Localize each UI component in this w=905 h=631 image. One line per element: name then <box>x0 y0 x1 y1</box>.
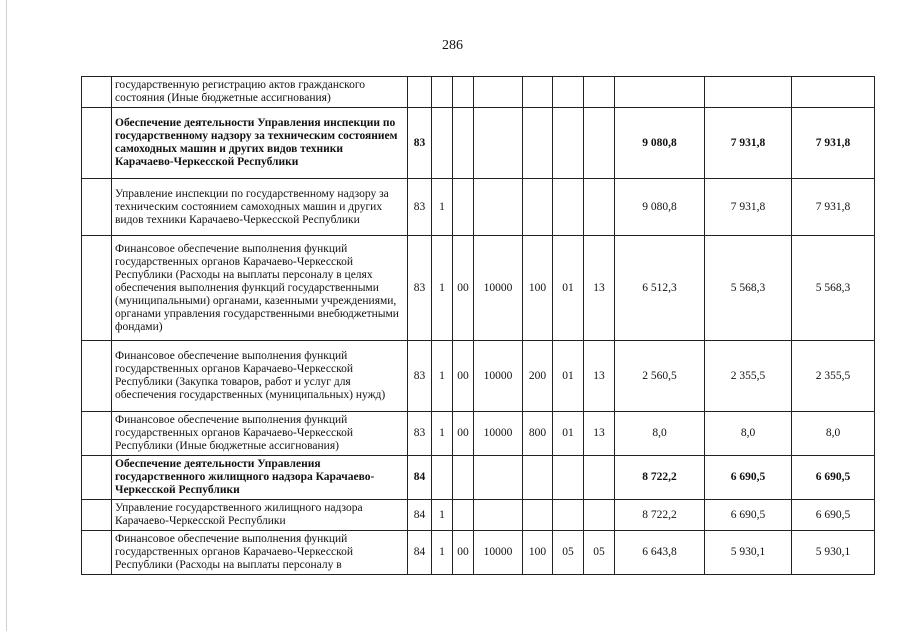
code-cell: 13 <box>584 236 615 341</box>
code-cell <box>474 77 523 108</box>
code-cell <box>523 500 553 531</box>
row-margin-cell <box>82 236 112 341</box>
code-cell <box>584 77 615 108</box>
amount-cell: 6 690,5 <box>792 500 875 531</box>
description-cell: Финансовое обеспечение выполнения функций государственных органов Карачаево-Черкесской Республики (Закупка товаров, работ и услуг для обеспечения государственных (муниципальных) нужд) <box>112 341 408 412</box>
code-cell <box>453 77 474 108</box>
code-cell: 83 <box>408 412 432 456</box>
code-cell: 800 <box>523 412 553 456</box>
code-cell <box>523 77 553 108</box>
code-cell <box>474 456 523 500</box>
table-row <box>82 108 875 179</box>
row-margin-cell <box>82 77 112 108</box>
table-body <box>82 77 875 575</box>
description-cell: Обеспечение деятельности Управления инспекции по государственному надзору за техническим состоянием самоходных машин и других видов техники Карачаево-Черкесской Республики <box>112 108 408 179</box>
row-margin-cell <box>82 456 112 500</box>
code-cell: 01 <box>553 412 584 456</box>
code-cell: 00 <box>453 412 474 456</box>
amount-cell: 2 355,5 <box>792 341 875 412</box>
code-cell: 83 <box>408 236 432 341</box>
code-cell: 1 <box>432 531 453 575</box>
amount-cell: 9 080,8 <box>615 179 705 236</box>
amount-cell: 2 355,5 <box>705 341 792 412</box>
code-cell: 01 <box>553 236 584 341</box>
table-row <box>82 341 875 412</box>
code-cell <box>453 500 474 531</box>
amount-cell: 5 930,1 <box>792 531 875 575</box>
code-cell: 13 <box>584 412 615 456</box>
description-cell: государственную регистрацию актов гражданского состояния (Иные бюджетные ассигнования) <box>112 77 408 108</box>
code-cell <box>432 77 453 108</box>
code-cell: 84 <box>408 531 432 575</box>
code-cell: 200 <box>523 341 553 412</box>
row-margin-cell <box>82 179 112 236</box>
amount-cell: 6 690,5 <box>705 500 792 531</box>
description-cell: Финансовое обеспечение выполнения функций государственных органов Карачаево-Черкесской Республики (Расходы на выплаты персоналу в <box>112 531 408 575</box>
row-margin-cell <box>82 500 112 531</box>
code-cell: 1 <box>432 500 453 531</box>
page-number: 286 <box>442 38 463 53</box>
amount-cell <box>615 77 705 108</box>
row-margin-cell <box>82 108 112 179</box>
description-cell: Управление инспекции по государственному надзору за техническим состоянием самоходных машин и других видов техники Карачаево-Черкесской Республики <box>112 179 408 236</box>
code-cell <box>553 77 584 108</box>
code-cell <box>408 77 432 108</box>
description-cell: Финансовое обеспечение выполнения функций государственных органов Карачаево-Черкесской Республики (Иные бюджетные ассигнования) <box>112 412 408 456</box>
description-cell: Обеспечение деятельности Управления государственного жилищного надзора Карачаево-Черкесской Республики <box>112 456 408 500</box>
amount-cell: 8 722,2 <box>615 456 705 500</box>
code-cell: 1 <box>432 179 453 236</box>
code-cell: 00 <box>453 531 474 575</box>
amount-cell: 8,0 <box>792 412 875 456</box>
table-row <box>82 179 875 236</box>
code-cell: 100 <box>523 236 553 341</box>
table-row <box>82 500 875 531</box>
budget-table <box>81 76 875 575</box>
code-cell <box>553 500 584 531</box>
code-cell: 10000 <box>474 236 523 341</box>
code-cell <box>432 456 453 500</box>
code-cell <box>584 500 615 531</box>
code-cell <box>453 456 474 500</box>
code-cell <box>553 456 584 500</box>
amount-cell: 7 931,8 <box>705 179 792 236</box>
code-cell <box>523 456 553 500</box>
code-cell <box>553 179 584 236</box>
code-cell: 100 <box>523 531 553 575</box>
code-cell <box>453 179 474 236</box>
code-cell: 10000 <box>474 531 523 575</box>
amount-cell: 7 931,8 <box>792 179 875 236</box>
code-cell: 1 <box>432 412 453 456</box>
description-cell: Управление государственного жилищного надзора Карачаево-Черкесской Республики <box>112 500 408 531</box>
amount-cell: 5 568,3 <box>705 236 792 341</box>
amount-cell: 5 568,3 <box>792 236 875 341</box>
row-margin-cell <box>82 531 112 575</box>
amount-cell <box>792 77 875 108</box>
code-cell <box>584 108 615 179</box>
code-cell: 00 <box>453 341 474 412</box>
amount-cell: 6 512,3 <box>615 236 705 341</box>
code-cell: 83 <box>408 341 432 412</box>
amount-cell: 7 931,8 <box>792 108 875 179</box>
amount-cell: 6 690,5 <box>792 456 875 500</box>
code-cell: 05 <box>553 531 584 575</box>
code-cell: 13 <box>584 341 615 412</box>
page-edge <box>6 0 7 631</box>
code-cell: 10000 <box>474 341 523 412</box>
code-cell <box>553 108 584 179</box>
code-cell <box>584 179 615 236</box>
amount-cell: 8,0 <box>615 412 705 456</box>
code-cell <box>453 108 474 179</box>
amount-cell <box>705 77 792 108</box>
code-cell <box>474 179 523 236</box>
code-cell <box>474 108 523 179</box>
code-cell: 1 <box>432 341 453 412</box>
amount-cell: 6 690,5 <box>705 456 792 500</box>
row-margin-cell <box>82 412 112 456</box>
description-cell: Финансовое обеспечение выполнения функций государственных органов Карачаево-Черкесской Республики (Расходы на выплаты персоналу в целях обеспечения выполнения функций государственными (муниципальными) органами, казенными учреждениями, органами управления государственными внебюджетными фондами) <box>112 236 408 341</box>
code-cell: 83 <box>408 179 432 236</box>
code-cell <box>523 179 553 236</box>
code-cell: 83 <box>408 108 432 179</box>
table-row <box>82 456 875 500</box>
code-cell: 84 <box>408 500 432 531</box>
code-cell <box>584 456 615 500</box>
table-row <box>82 77 875 108</box>
code-cell <box>523 108 553 179</box>
amount-cell: 7 931,8 <box>705 108 792 179</box>
amount-cell: 8,0 <box>705 412 792 456</box>
code-cell <box>474 500 523 531</box>
code-cell: 01 <box>553 341 584 412</box>
table-row <box>82 236 875 341</box>
table-row <box>82 531 875 575</box>
amount-cell: 8 722,2 <box>615 500 705 531</box>
amount-cell: 5 930,1 <box>705 531 792 575</box>
code-cell: 00 <box>453 236 474 341</box>
code-cell: 1 <box>432 236 453 341</box>
amount-cell: 6 643,8 <box>615 531 705 575</box>
row-margin-cell <box>82 341 112 412</box>
table-row <box>82 412 875 456</box>
code-cell <box>432 108 453 179</box>
code-cell: 84 <box>408 456 432 500</box>
amount-cell: 2 560,5 <box>615 341 705 412</box>
code-cell: 10000 <box>474 412 523 456</box>
code-cell: 05 <box>584 531 615 575</box>
amount-cell: 9 080,8 <box>615 108 705 179</box>
